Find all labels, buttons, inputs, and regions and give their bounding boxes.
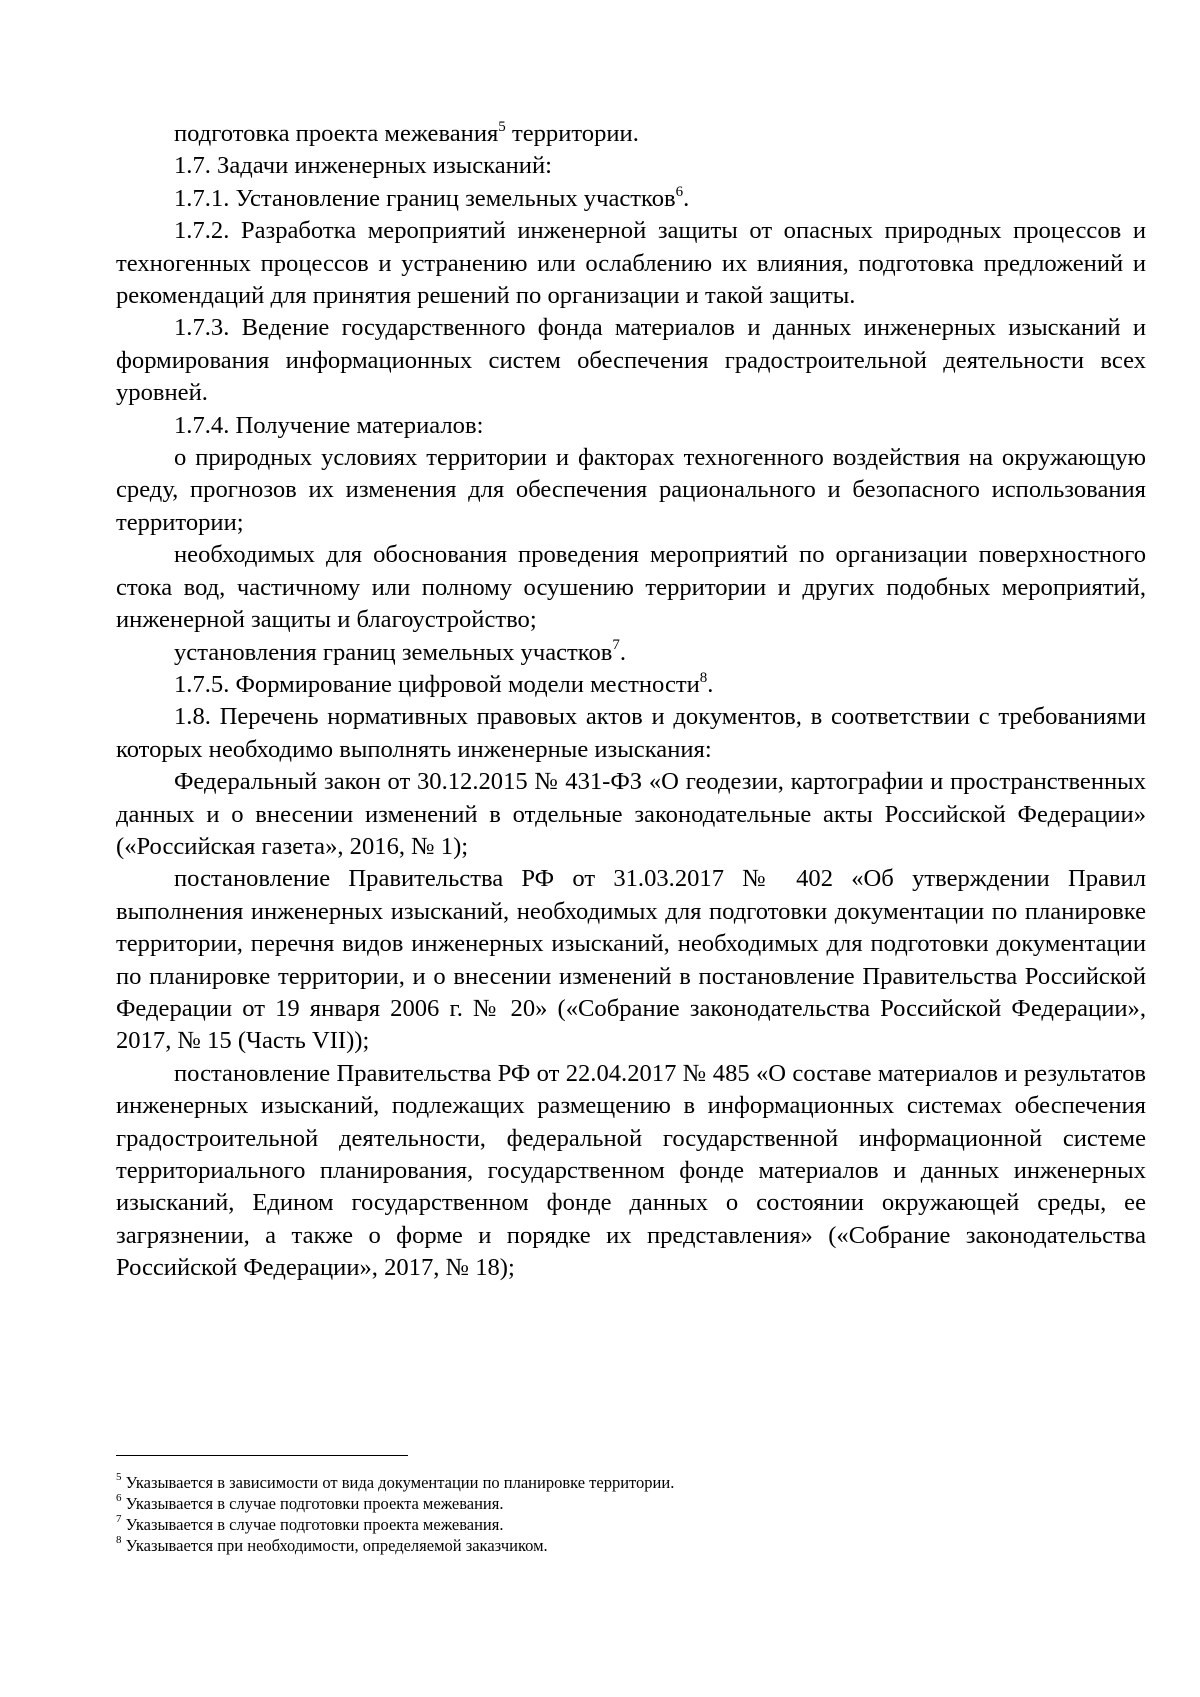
paragraph-text: о природных условиях территории и факторах техногенного воздействия на окружающую среду, прогнозов их изменения для обеспечения рационального и безопасного использования территории; (116, 444, 1146, 536)
paragraph (116, 539, 1146, 636)
paragraph (116, 442, 1146, 539)
paragraph-text: Федеральный закон от 30.12.2015 № 431-ФЗ «О геодезии, картографии и пространственных данных и о внесении изменений в отдельные законодательные акты Российской Федерации» («Российская газета», 2016, № 1); (116, 768, 1146, 860)
footnote-number: 8 (116, 1533, 122, 1546)
footnote-text: Указывается в случае подготовки проекта межевания. (121, 1494, 504, 1513)
footnote-number: 5 (116, 1470, 122, 1483)
paragraph-text: установления границ земельных участков (174, 638, 613, 666)
paragraph-text: 1.7.1. Установление границ земельных участков (174, 184, 676, 212)
footnote-ref[interactable]: 5 (498, 118, 506, 135)
footnote-ref[interactable]: 7 (612, 637, 620, 654)
paragraph-text: 1.7.3. Ведение государственного фонда материалов и данных инженерных изысканий и формирования информационных систем обеспечения градостроительной деятельности всех уровней. (116, 314, 1146, 407)
footnote (116, 1493, 1116, 1514)
paragraph (116, 312, 1146, 409)
paragraph (116, 669, 1146, 701)
paragraph-text: постановление Правительства РФ от 31.03.2017 № 402 «Об утверждении Правил выполнения инженерных изысканий, необходимых для подготовки документации по планировке территории, перечня видов инженерных изысканий, необходимых для подготовки документации по планировке территории, и о внесении изменений в постановление Правительства Российской Федерации от 19 января 2006 г. № 20» («Собрание законодательства Российской Федерации», 2017, № 15 (Часть VII)); (116, 865, 1146, 1055)
paragraph (116, 863, 1146, 1057)
body-text (116, 118, 1146, 1285)
paragraph-text: 1.7.5. Формирование цифровой модели местности (174, 670, 700, 698)
paragraph (116, 766, 1146, 863)
paragraph (116, 183, 1146, 215)
paragraph (116, 637, 1146, 669)
paragraph-text: 1.7.2. Разработка мероприятий инженерной защиты от опасных природных процессов и техногенных процессов и устранению или ослаблению их влияния, подготовка предложений и рекомендаций для принятия решений по организации и такой защиты. (116, 217, 1146, 310)
paragraph-text-tail: территории. (505, 120, 639, 147)
paragraph (116, 1058, 1146, 1285)
paragraph-text: подготовка проекта межевания (174, 120, 499, 147)
paragraph-text-tail: . (619, 638, 627, 666)
footnote-text: Указывается при необходимости, определяемой заказчиком. (121, 1536, 548, 1555)
paragraph (116, 701, 1146, 766)
footnote-number: 7 (116, 1512, 122, 1525)
paragraph-text: 1.7. Задачи инженерных изысканий: (174, 152, 552, 180)
footnote-ref[interactable]: 8 (699, 669, 708, 686)
footnote (116, 1514, 1116, 1535)
paragraph-text: постановление Правительства РФ от 22.04.2017 № 485 «О составе материалов и результатов инженерных изысканий, подлежащих размещению в информационных системах обеспечения градостроительной деятельности, федеральной государственной информационной системе территориального планирования, государственном фонде материалов и данных инженерных изысканий, Едином государственном фонде данных о состоянии окружающей среды, ее загрязнении, а также о форме и порядке их представления» («Собрание законодательства Российской Федерации», 2017, № 18); (116, 1059, 1146, 1282)
paragraph-text-tail: . (683, 184, 690, 212)
paragraph-text: 1.8. Перечень нормативных правовых актов и документов, в соответствии с требованиями которых необходимо выполнять инженерные изыскания: (116, 703, 1146, 763)
paragraph-text: необходимых для обоснования проведения мероприятий по организации поверхностного стока вод, частичному или полному осушению территории и других подобных мероприятий, инженерной защиты и благоустройство; (116, 541, 1146, 634)
paragraph (116, 150, 1146, 182)
footnote (116, 1472, 1116, 1493)
footnote-separator (116, 1455, 408, 1456)
paragraph-text-tail: . (707, 670, 714, 698)
footnote-ref[interactable]: 6 (675, 183, 684, 200)
footnote (116, 1535, 1116, 1556)
paragraph (116, 410, 1146, 442)
footnotes (116, 1472, 1116, 1556)
paragraph-text: 1.7.4. Получение материалов: (174, 411, 484, 439)
footnote-number: 6 (116, 1491, 122, 1504)
paragraph (116, 118, 1146, 150)
footnote-text: Указывается в случае подготовки проекта межевания. (121, 1515, 504, 1534)
paragraph (116, 215, 1146, 312)
footnote-text: Указывается в зависимости от вида документации по планировке территории. (121, 1473, 675, 1492)
